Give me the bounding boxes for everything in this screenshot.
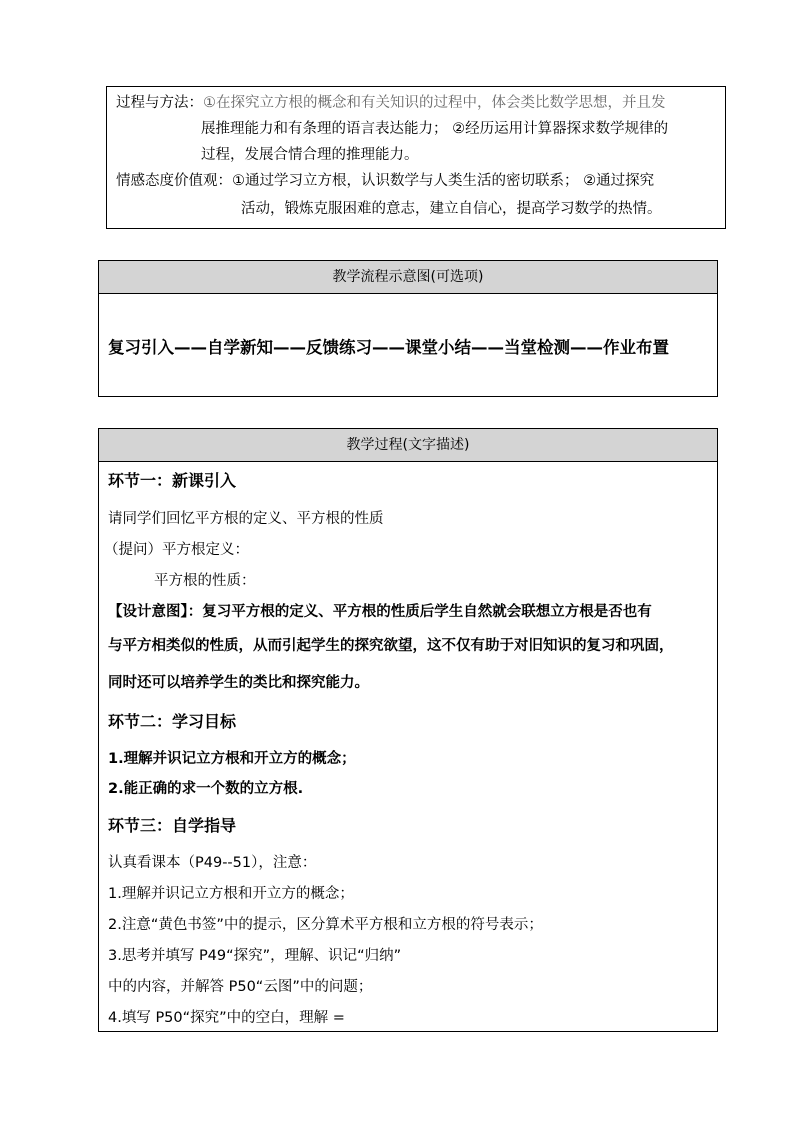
section3-line-1: 认真看课本（P49--51），注意： [108,855,317,871]
emotion-row [116,171,654,191]
section1-title: 环节一：新课引入 [108,471,237,490]
section3-line-5: 中的内容，并解答 P50“云图”中的问题； [108,979,373,995]
design-intent-text-2: 与平方相类似的性质，从而引起学生的探究欲望，这不仅有助于对旧知识的复习和巩固， [108,638,674,654]
section3-title: 环节三：自学指导 [108,816,237,835]
emotion-text: ①通过学习立方根，认识数学与人类生活的密切联系； ②通过探究 [232,173,655,189]
emotion-label: 情感态度价值观： [116,173,232,189]
flowchart-box [98,260,718,397]
section2-item-2: 2.能正确的求一个数的立方根. [108,781,304,797]
emotion-text-2: 活动，锻炼克服困难的意志，建立自信心，提高学习数学的热情。 [241,201,662,217]
section1-line-2: （提问）平方根定义： [104,542,249,558]
process-header: 教学过程(文字描述) [99,429,717,462]
section1-line-1: 请同学们回忆平方根的定义、平方根的性质 [108,511,384,527]
process-method-text-2: 展推理能力和有条理的语言表达能力； ②经历运用计算器探求数学规律的 [201,121,669,137]
process-method-label: 过程与方法： [116,95,203,111]
design-intent-text: ：复习平方根的定义、平方根的性质后学生自然就会联想立方根是否也有 [187,604,652,620]
process-method-text: ①在探究立方根的概念和有关知识的过程中，体会类比数学思想，并且发 [203,95,666,111]
section2-item-1: 1.理解并识记立方根和开立方的概念； [108,751,356,767]
design-intent-label: 【设计意图】 [108,604,188,620]
section3-line-4: 3.思考并填写 P49“探究”，理解、识记“归纳” [108,948,402,964]
section3-line-3: 2.注意“黄色书签”中的提示，区分算术平方根和立方根的符号表示； [108,917,543,933]
section3-line-6: 4.填写 P50“探究”中的空白，理解 = [108,1010,345,1026]
section1-line-3: 平方根的性质： [154,573,256,589]
design-intent-text-3: 同时还可以培养学生的类比和探究能力。 [108,675,369,691]
flowchart-header: 教学流程示意图(可选项) [99,261,717,294]
process-method-text-3: 过程，发展合情合理的推理能力。 [201,147,419,163]
objectives-box [106,86,726,229]
flowchart-content: 复习引入——自学新知——反馈练习——课堂小结——当堂检测——作业布置 [108,338,669,357]
section3-line-2: 1.理解并识记立方根和开立方的概念； [108,886,354,902]
section2-title: 环节二：学习目标 [108,712,237,731]
process-method-row [116,93,666,113]
design-intent-row [108,602,652,622]
process-box [98,428,718,1032]
